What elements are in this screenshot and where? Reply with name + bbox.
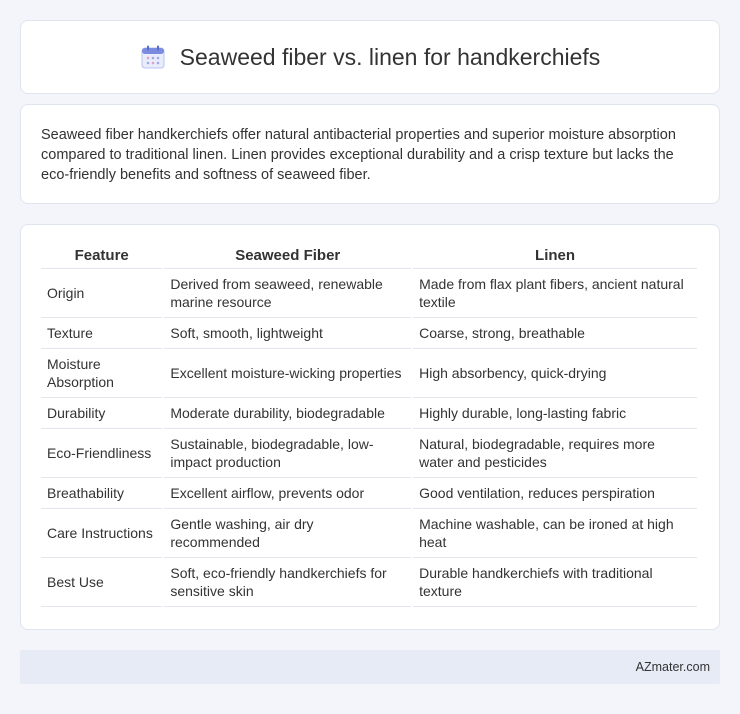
seaweed-cell: Derived from seaweed, renewable marine resource: [164, 269, 411, 318]
feature-cell: Best Use: [41, 558, 162, 607]
footer-bar: [20, 650, 720, 684]
linen-cell: Made from flax plant fibers, ancient natural textile: [413, 269, 697, 318]
feature-cell: Care Instructions: [41, 509, 162, 558]
description-card: [20, 104, 720, 204]
feature-cell: Origin: [41, 269, 162, 318]
column-header-seaweed-fiber: Seaweed Fiber: [164, 243, 411, 269]
table-row: [41, 398, 697, 429]
feature-cell: Durability: [41, 398, 162, 429]
feature-cell: Texture: [41, 318, 162, 349]
table-row: [41, 558, 697, 607]
table-row: [41, 509, 697, 558]
seaweed-cell: Excellent moisture-wicking properties: [164, 349, 411, 398]
table-header-row: [41, 243, 697, 269]
page-title: Seaweed fiber vs. linen for handkerchiefs: [179, 43, 601, 70]
seaweed-cell: Excellent airflow, prevents odor: [164, 478, 411, 509]
seaweed-cell: Soft, eco-friendly handkerchiefs for sensitive skin: [164, 558, 411, 607]
feature-cell: Breathability: [41, 478, 162, 509]
seaweed-cell: Moderate durability, biodegradable: [164, 398, 411, 429]
comparison-table-card: [20, 224, 720, 630]
linen-cell: Good ventilation, reduces perspiration: [413, 478, 697, 509]
linen-cell: Machine washable, can be ironed at high heat: [413, 509, 697, 558]
title-card: [20, 20, 720, 94]
linen-cell: High absorbency, quick-drying: [413, 349, 697, 398]
comparison-table: [39, 243, 699, 607]
linen-cell: Durable handkerchiefs with traditional texture: [413, 558, 697, 607]
seaweed-cell: Soft, smooth, lightweight: [164, 318, 411, 349]
column-header-feature: Feature: [41, 243, 162, 269]
table-row: [41, 318, 697, 349]
table-row: [41, 478, 697, 509]
description-text: Seaweed fiber handkerchiefs offer natural antibacterial properties and superior moisture absorption compared to traditional linen. Linen provides exceptional durability and a crisp texture but lacks the eco-friendly benefits and softness of seaweed fiber.: [41, 127, 676, 183]
linen-cell: Natural, biodegradable, requires more water and pesticides: [413, 429, 697, 478]
linen-cell: Coarse, strong, breathable: [413, 318, 697, 349]
table-row: [41, 349, 697, 398]
feature-cell: Moisture Absorption: [41, 349, 162, 398]
table-row: [41, 429, 697, 478]
linen-cell: Highly durable, long-lasting fabric: [413, 398, 697, 429]
feature-cell: Eco-Friendliness: [41, 429, 162, 478]
column-header-linen: Linen: [413, 243, 697, 269]
seaweed-cell: Sustainable, biodegradable, low-impact production: [164, 429, 411, 478]
seaweed-cell: Gentle washing, air dry recommended: [164, 509, 411, 558]
calendar-icon: [140, 44, 166, 70]
table-row: [41, 269, 697, 318]
footer-brand: AZmater.com: [635, 660, 710, 674]
